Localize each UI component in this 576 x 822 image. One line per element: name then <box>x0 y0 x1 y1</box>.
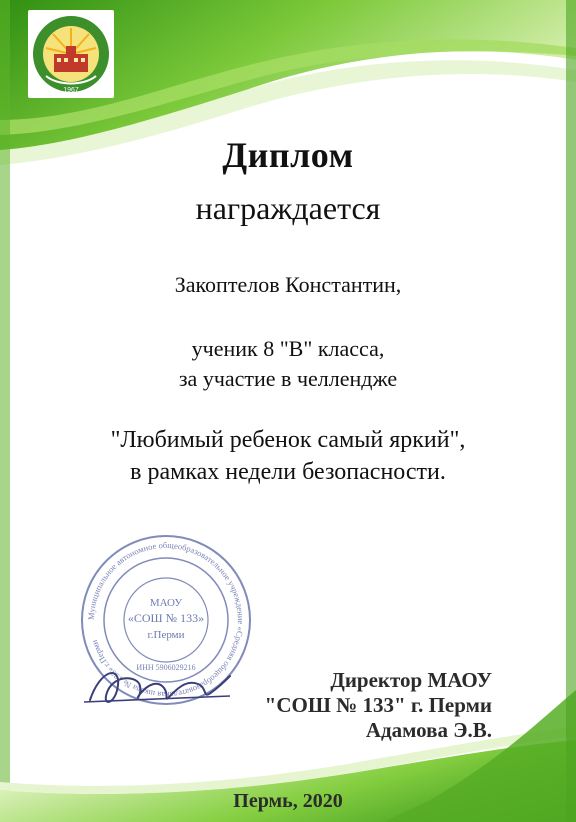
diploma-title: Диплом <box>222 135 354 175</box>
event-description <box>0 424 576 488</box>
logo-year: 1967 <box>63 87 79 94</box>
signature-line: "СОШ № 133" г. Перми <box>264 693 492 717</box>
school-logo <box>28 10 114 98</box>
signature-line: Адамова Э.В. <box>365 718 492 742</box>
signature-line: Директор МАОУ <box>330 668 492 692</box>
stamp-center-line: г.Перми <box>147 629 185 641</box>
description-line: за участие в челлендже <box>178 366 398 391</box>
director-signature-block <box>265 668 492 743</box>
recipient-name: Закоптелов Константин, <box>174 272 402 297</box>
diploma-subtitle: награждается <box>195 190 381 226</box>
event-line: "Любимый ребенок самый яркий", <box>110 427 466 453</box>
recipient-description <box>0 334 576 394</box>
stamp-ring-text: Муниципальное автономное общеобразовательное учреждение «Средняя общеобразовательная школа № 133» г.Перми <box>85 539 247 701</box>
description-line: ученик 8 "В" класса, <box>191 336 385 361</box>
event-line: в рамках недели безопасности. <box>130 459 446 485</box>
stamp-inn: ИНН 5906029216 <box>136 663 196 672</box>
place-and-year: Пермь, 2020 <box>233 790 343 812</box>
stamp-center-line: МАОУ <box>149 597 183 609</box>
handwritten-signature <box>80 650 240 720</box>
stamp-center-line: «СОШ № 133» <box>127 611 205 625</box>
